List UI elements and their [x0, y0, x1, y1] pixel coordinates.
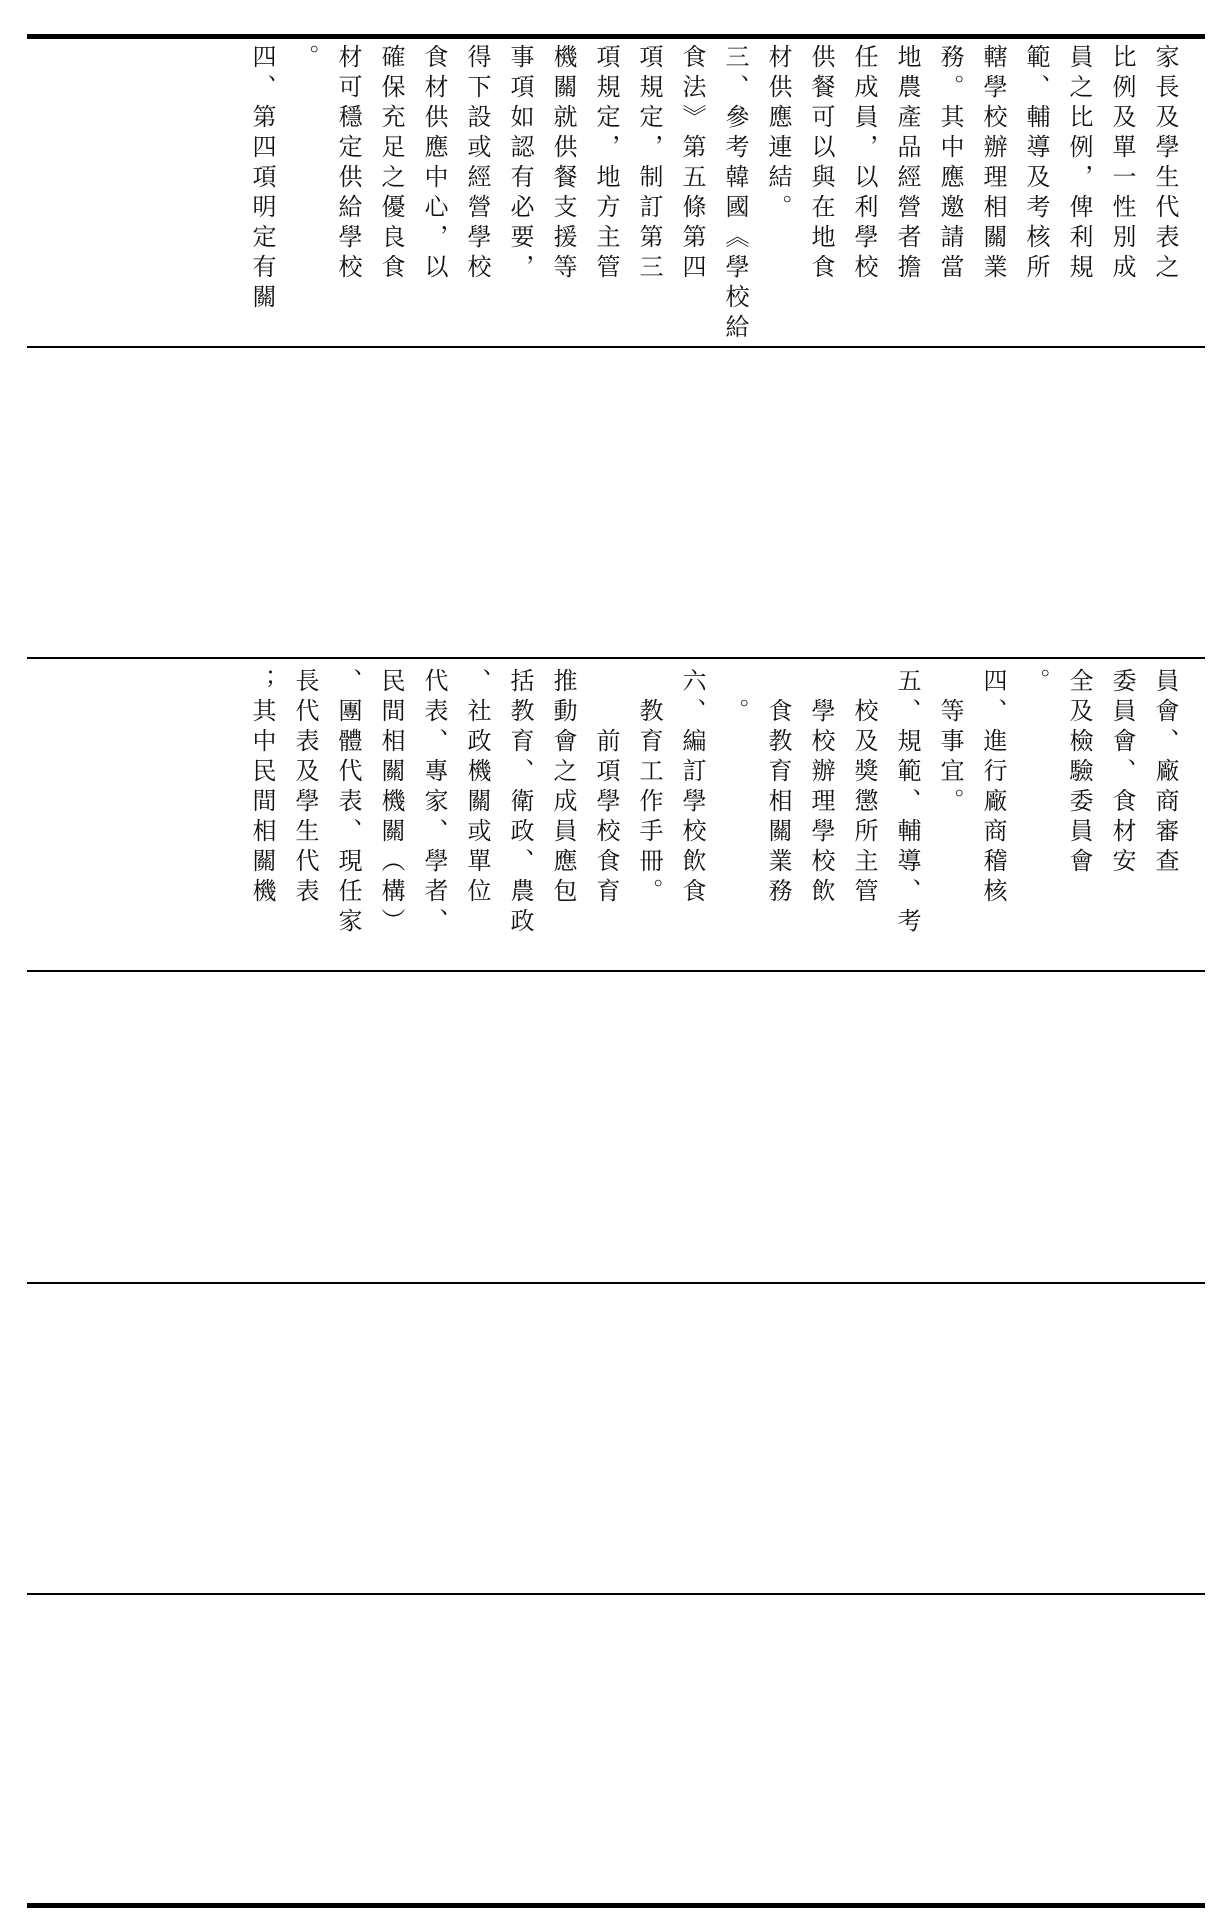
text-column: 學校辦理學校飲 [807, 668, 835, 908]
text-column: 代表、專家、學者、 [420, 668, 448, 938]
text-column: 民間相關機關（構） [377, 668, 405, 938]
table-section-2 [27, 668, 1205, 968]
text-column: 括教育、衛政、農政 [506, 668, 534, 938]
text-column: 四、第四項明定有關 [248, 44, 276, 314]
rule-top [27, 34, 1205, 39]
text-column: 。 [721, 668, 749, 728]
text-column: 家長及學生代表之 [1151, 44, 1179, 284]
text-column: 員會、廠商審查 [1151, 668, 1179, 878]
rule-2 [27, 657, 1205, 659]
table-section-1 [27, 44, 1205, 344]
text-column: 五、規範、輔導、考 [893, 668, 921, 938]
text-column: 、社政機關或單位 [463, 668, 491, 908]
text-column: 機關就供餐支援等 [549, 44, 577, 284]
rule-1 [27, 346, 1205, 348]
text-column: ；其中民間相關機 [248, 668, 276, 908]
text-column: 比例及單一性別成 [1108, 44, 1136, 284]
text-column: 任成員，以利學校 [850, 44, 878, 284]
text-column: 。 [1022, 668, 1050, 698]
text-column: 材可穩定供給學校 [334, 44, 362, 284]
text-column: 全及檢驗委員會 [1065, 668, 1093, 878]
text-column: 員之比例，俾利規 [1065, 44, 1093, 284]
text-column: 供餐可以與在地食 [807, 44, 835, 284]
text-column: 推動會之成員應包 [549, 668, 577, 908]
text-column: 食教育相關業務 [764, 668, 792, 908]
text-column: 得下設或經營學校 [463, 44, 491, 284]
text-column: 項規定，地方主管 [592, 44, 620, 284]
text-column: 前項學校食育 [592, 668, 620, 908]
text-column: 食材供應中心，以 [420, 44, 448, 284]
text-column: 轄學校辦理相關業 [979, 44, 1007, 284]
text-column: 委員會、食材安 [1108, 668, 1136, 878]
rule-3 [27, 970, 1205, 972]
rule-4 [27, 1282, 1205, 1284]
text-column: 項規定，制訂第三 [635, 44, 663, 284]
text-column: 、團體代表、現任家 [334, 668, 362, 938]
text-column: 長代表及學生代表 [291, 668, 319, 908]
text-column: 確保充足之優良食 [377, 44, 405, 284]
rule-bottom [27, 1903, 1205, 1908]
text-column: 範、輔導及考核所 [1022, 44, 1050, 284]
text-column: 三、參考韓國《學校給 [721, 44, 749, 344]
text-column: 材供應連結。 [764, 44, 792, 224]
text-column: 食法》第五條第四 [678, 44, 706, 284]
text-column: 。 [291, 44, 319, 74]
text-column: 等事宜。 [936, 668, 964, 818]
text-column: 事項如認有必要， [506, 44, 534, 284]
text-column: 六、編訂學校飲食 [678, 668, 706, 908]
text-column: 地農產品經營者擔 [893, 44, 921, 284]
rule-5 [27, 1593, 1205, 1595]
text-column: 校及獎懲所主管 [850, 668, 878, 908]
text-column: 教育工作手冊。 [635, 668, 663, 908]
text-column: 務。其中應邀請當 [936, 44, 964, 284]
text-column: 四、進行廠商稽核 [979, 668, 1007, 908]
